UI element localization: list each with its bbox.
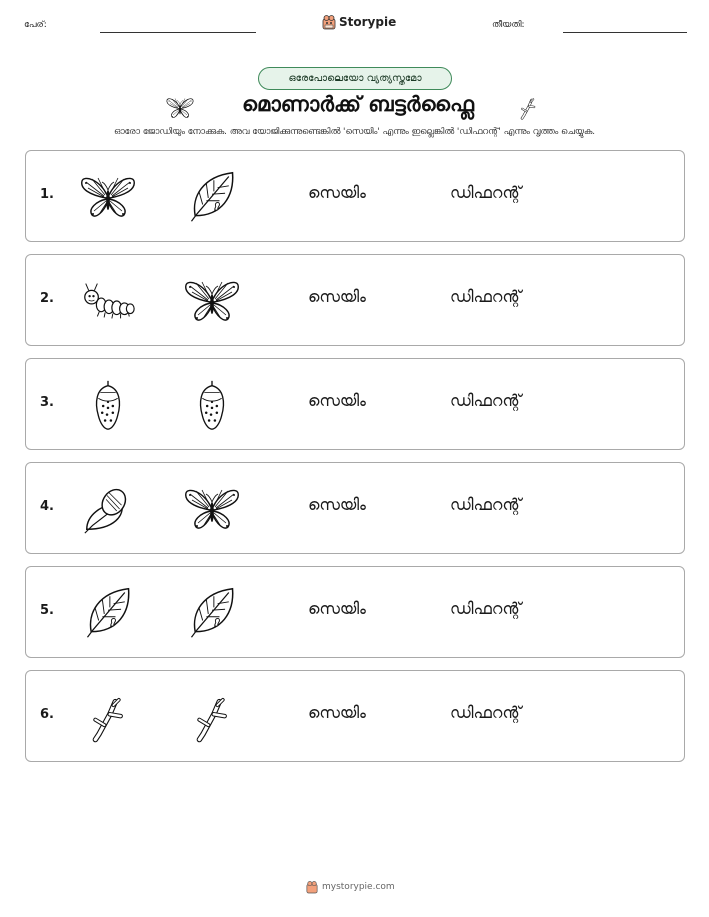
same-option[interactable]: സെയിം	[308, 183, 366, 202]
footer-url: mystorypie.com	[322, 882, 395, 892]
different-option[interactable]: ഡിഫറന്റ്	[450, 391, 522, 410]
title-row	[0, 92, 709, 122]
leaf-icon	[78, 585, 138, 641]
leaf-icon	[182, 169, 242, 225]
different-option[interactable]: ഡിഫറന്റ്	[450, 287, 522, 306]
worksheet-type-badge: ഒരേപോലെയോ വ്യത്യസ്തമോ	[258, 67, 452, 90]
question-number: 4.	[40, 499, 54, 514]
different-option[interactable]: ഡിഫറന്റ്	[450, 703, 522, 722]
same-option[interactable]: സെയിം	[308, 599, 366, 618]
butterfly-icon	[182, 273, 242, 329]
butterfly-icon	[182, 481, 242, 537]
footer	[306, 880, 395, 894]
egg-on-leaf-icon	[78, 481, 138, 537]
question-card	[25, 566, 685, 658]
question-card	[25, 358, 685, 450]
different-option[interactable]: ഡിഫറന്റ്	[450, 599, 522, 618]
chrysalis-icon	[78, 377, 138, 433]
twig-icon	[78, 689, 138, 745]
same-option[interactable]: സെയിം	[308, 287, 366, 306]
brand-logo	[322, 14, 396, 30]
butterfly-icon	[78, 169, 138, 225]
caterpillar-icon	[78, 273, 138, 329]
twig-icon	[516, 92, 542, 122]
different-option[interactable]: ഡിഫറന്റ്	[450, 183, 522, 202]
question-number: 5.	[40, 603, 54, 618]
date-field-line	[563, 32, 687, 33]
twig-icon	[182, 689, 242, 745]
question-number: 6.	[40, 707, 54, 722]
chrysalis-icon	[182, 377, 242, 433]
worksheet-header	[0, 14, 709, 38]
question-card	[25, 254, 685, 346]
question-card	[25, 462, 685, 554]
butterfly-icon	[164, 94, 196, 122]
storypie-logo-icon	[322, 14, 336, 30]
brand-name: Storypie	[339, 15, 397, 29]
leaf-icon	[182, 585, 242, 641]
different-option[interactable]: ഡിഫറന്റ്	[450, 495, 522, 514]
question-number: 2.	[40, 291, 54, 306]
question-number: 1.	[40, 187, 54, 202]
name-label: പേര്:	[24, 20, 47, 30]
question-card	[25, 150, 685, 242]
date-label: തീയതി:	[492, 20, 525, 30]
same-option[interactable]: സെയിം	[308, 703, 366, 722]
storypie-logo-icon	[306, 880, 318, 894]
page-title: മൊണാർക്ക് ബട്ടർഫ്ലൈ	[241, 92, 474, 116]
name-field-line	[100, 32, 256, 33]
same-option[interactable]: സെയിം	[308, 495, 366, 514]
question-number: 3.	[40, 395, 54, 410]
question-card	[25, 670, 685, 762]
instructions: ഓരോ ജോഡിയും നോക്കുക. അവ യോജിക്കുന്നുണ്ടെങ്കിൽ 'സെയിം' എന്നും ഇല്ലെങ്കിൽ 'ഡിഫറന്റ്' എന്നും വൃത്തം ചെയ്യുക.	[113, 127, 596, 137]
same-option[interactable]: സെയിം	[308, 391, 366, 410]
